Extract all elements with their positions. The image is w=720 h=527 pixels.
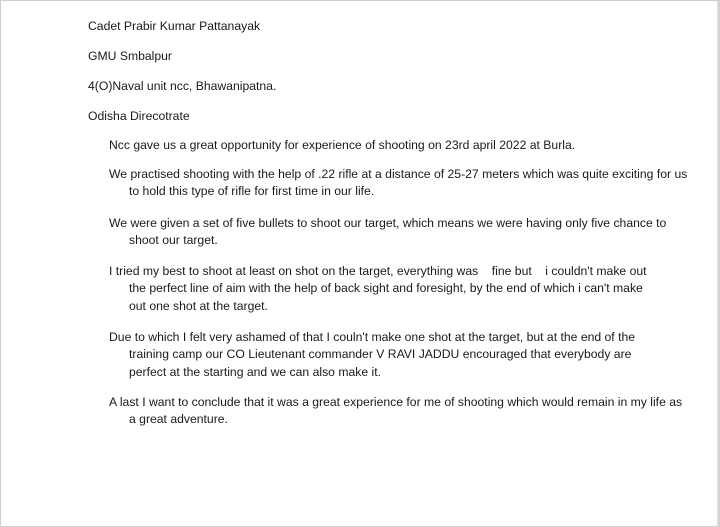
paragraph-4: I tried my best to shoot at least on shot on the target, everything was fine but i couldn't make out the perfect line of aim with the help of back sight and foresight, by the end of which i can't make out one shot at the target.	[109, 264, 650, 313]
directorate: Odisha Direcotrate	[88, 109, 190, 123]
paragraph-2: We practised shooting with the help of .22 rifle at a distance of 25-27 meters which was quite exciting for us to hold this type of rifle for first time in our life.	[109, 167, 691, 199]
unit-name: GMU Smbalpur	[88, 49, 172, 63]
paragraph-5: Due to which I felt very ashamed of that I couln't make one shot at the target, but at the end of the training camp our CO Lieutenant commander V RAVI JADDU encouraged that everybody are perfect at the starting and we can also make it.	[109, 330, 639, 379]
paragraph-6: A last I want to conclude that it was a great experience for me of shooting which would remain in my life as a great adventure.	[109, 395, 686, 427]
paragraph-1: Ncc gave us a great opportunity for experience of shooting on 23rd april 2022 at Burla.	[109, 138, 576, 152]
page-edge	[717, 1, 719, 527]
cadet-name: Cadet Prabir Kumar Pattanayak	[88, 19, 261, 33]
paragraph-3: We were given a set of five bullets to shoot our target, which means we were having only five chance to shoot our target.	[109, 216, 670, 248]
naval-unit: 4(O)Naval unit ncc, Bhawanipatna.	[88, 79, 277, 93]
